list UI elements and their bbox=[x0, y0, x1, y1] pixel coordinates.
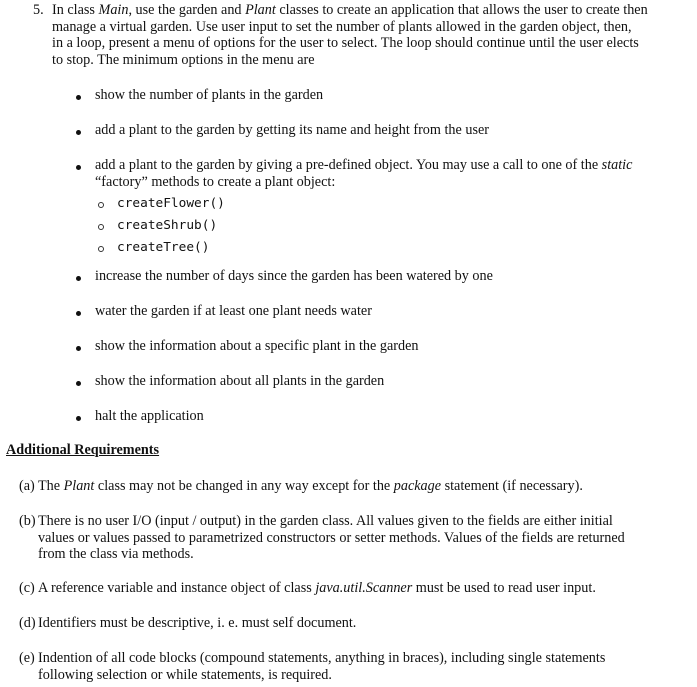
menu-option-factory: add a plant to the garden by giving a pre-defined object. You may use a call to one of the static “factory” methods to create a plant object: bbox=[95, 157, 633, 190]
bullet-icon bbox=[76, 381, 81, 386]
intro-line-1: In class Main, use the garden and Plant classes to create an application that allows the user to create then bbox=[52, 2, 648, 18]
bullet-icon bbox=[76, 416, 81, 421]
requirement-d: Identifiers must be descriptive, i. e. must self document. bbox=[38, 615, 357, 631]
intro-line-3: in a loop, present a menu of options for the user to select. The loop should continue until the user elects bbox=[52, 35, 639, 52]
bullet-icon bbox=[76, 311, 81, 316]
additional-requirements-heading: Additional Requirements bbox=[6, 442, 160, 458]
circle-bullet-icon bbox=[98, 202, 104, 208]
factory-method: createShrub() bbox=[117, 218, 218, 233]
requirement-label: (d) bbox=[19, 615, 36, 631]
intro-line-4: to stop. The minimum options in the menu are bbox=[52, 51, 315, 68]
intro-line-2: manage a virtual garden. Use user input to set the number of plants allowed in the garden object, then, bbox=[52, 18, 632, 35]
question-number: 5. bbox=[33, 2, 44, 18]
factory-method: createFlower() bbox=[117, 196, 225, 211]
bullet-icon bbox=[76, 346, 81, 351]
requirement-label: (e) bbox=[19, 650, 35, 666]
requirement-b: There is no user I/O (input / output) in the garden class. All values given to the fields are either initial values or values passed to parametrized constructors or setter methods. Values of the fields are returned from the class via methods. bbox=[38, 513, 625, 563]
menu-option: show the information about a specific plant in the garden bbox=[95, 338, 419, 354]
requirement-c: A reference variable and instance object of class java.util.Scanner must be used to read user input. bbox=[38, 580, 596, 596]
menu-option: water the garden if at least one plant needs water bbox=[95, 303, 372, 319]
question-intro bbox=[52, 2, 692, 68]
requirement-a: The Plant class may not be changed in any way except for the package statement (if necessary). bbox=[38, 478, 583, 494]
factory-method: createTree() bbox=[117, 240, 210, 255]
requirement-label: (c) bbox=[19, 580, 35, 596]
menu-option: halt the application bbox=[95, 408, 204, 424]
circle-bullet-icon bbox=[98, 246, 104, 252]
requirement-label: (b) bbox=[19, 513, 36, 529]
menu-option: show the information about all plants in the garden bbox=[95, 373, 385, 389]
bullet-icon bbox=[76, 276, 81, 281]
menu-option: show the number of plants in the garden bbox=[95, 87, 324, 103]
circle-bullet-icon bbox=[98, 224, 104, 230]
bullet-icon bbox=[76, 95, 81, 100]
bullet-icon bbox=[76, 165, 81, 170]
menu-option: increase the number of days since the garden has been watered by one bbox=[95, 268, 493, 284]
menu-option: add a plant to the garden by getting its name and height from the user bbox=[95, 122, 489, 138]
requirement-e: Indention of all code blocks (compound statements, anything in braces), including single statements following selection or while statements, is required. bbox=[38, 650, 606, 683]
requirement-label: (a) bbox=[19, 478, 35, 494]
bullet-icon bbox=[76, 130, 81, 135]
